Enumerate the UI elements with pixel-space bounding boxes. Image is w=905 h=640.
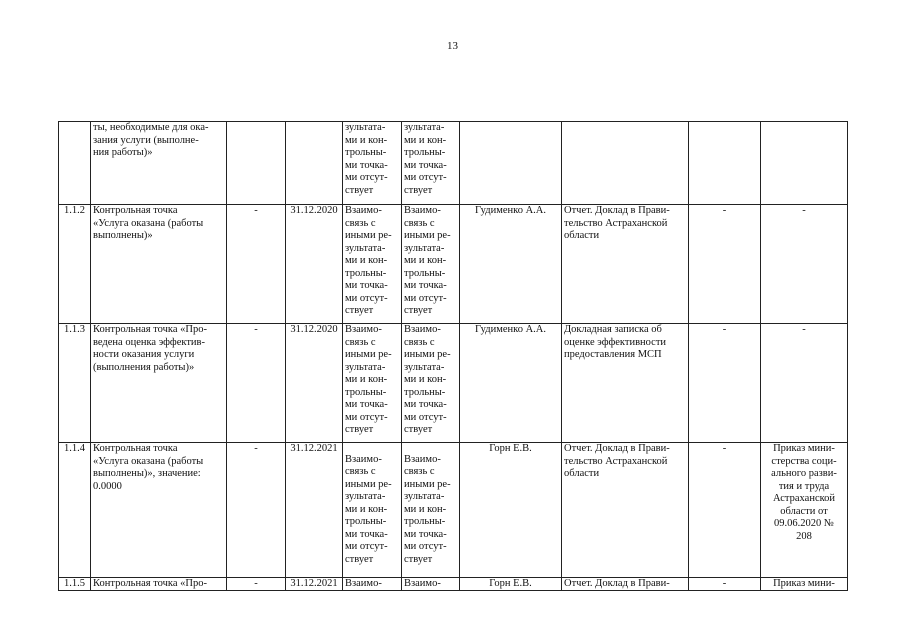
predecessor-cell (227, 578, 286, 591)
relation-cell-1: Взаимо- связь с иными ре- зультата- ми и кон- трольны- ми точка- ми отсут- ствует (343, 443, 402, 578)
legal-order: - (761, 205, 848, 324)
due-date (286, 578, 343, 591)
legal-order-text: Приказ мини- (773, 578, 835, 589)
legal-order (761, 122, 848, 205)
table-row (59, 443, 848, 578)
row-number: 1.1.4 (59, 443, 91, 578)
row-number-text: 1.1.5 (64, 578, 85, 589)
responsible-person: Гудименко А.А. (460, 324, 562, 443)
relation-cell-2: Взаимо- связь с иными ре- зультата- ми и кон- трольны- ми точка- ми отсут- ствует (402, 324, 460, 443)
responsible-person (460, 122, 562, 205)
relation-cell-2: Взаимо- связь с иными ре- зультата- ми и кон- трольны- ми точка- ми отсут- ствует (402, 443, 460, 578)
predecessor-cell: - (227, 205, 286, 324)
control-point-name: Контрольная точка «Услуга оказана (работы выполнены)», значение: 0.0000 (91, 443, 227, 578)
report-document: Отчет. Доклад в Прави- тельство Астраханской области (562, 443, 689, 578)
responsible-person: Гудименко А.А. (460, 205, 562, 324)
relation-cell-1 (343, 578, 402, 591)
report-document (562, 578, 689, 591)
legal-order (761, 578, 848, 591)
predecessor-cell: - (227, 324, 286, 443)
control-point-name: Контрольная точка «Про- ведена оценка эффектив- ности оказания услуги (выполнения работы)» (91, 324, 227, 443)
relation-cell-2 (402, 578, 460, 591)
indicator-cell (689, 122, 761, 205)
due-date: 31.12.2020 (286, 324, 343, 443)
row-number: 1.1.2 (59, 205, 91, 324)
responsible-person-text: Горн Е.В. (489, 578, 532, 589)
relation-cell-1: Взаимо- связь с иными ре- зультата- ми и кон- трольны- ми точка- ми отсут- ствует (343, 324, 402, 443)
relation-cell-1: Взаимо- связь с иными ре- зультата- ми и кон- трольны- ми точка- ми отсут- ствует (343, 205, 402, 324)
relation-text-2: Взаимо- (404, 578, 441, 589)
due-date: 31.12.2021 (286, 443, 343, 578)
legal-order: Приказ мини- стерства соци- ального разви- тия и труда Астраханской области от 09.06.2020 № 208 (761, 443, 848, 578)
report-document (562, 122, 689, 205)
relation-cell-1: зультата- ми и кон- трольны- ми точка- ми отсут- ствует (343, 122, 402, 205)
indicator-cell: - (689, 443, 761, 578)
relation-cell-2: Взаимо- связь с иными ре- зультата- ми и кон- трольны- ми точка- ми отсут- ствует (402, 205, 460, 324)
due-date: 31.12.2020 (286, 205, 343, 324)
control-point-name (91, 578, 227, 591)
indicator-cell (689, 578, 761, 591)
control-point-name-text: Контрольная точка «Про- (93, 578, 207, 589)
report-document: Отчет. Доклад в Прави- тельство Астраханской области (562, 205, 689, 324)
due-date (286, 122, 343, 205)
due-date-text: 31.12.2021 (290, 578, 338, 589)
predecessor-cell (227, 122, 286, 205)
responsible-person (460, 578, 562, 591)
table-row (59, 205, 848, 324)
row-number (59, 122, 91, 205)
indicator-text: - (722, 578, 727, 589)
predecessor-cell: - (227, 443, 286, 578)
indicator-cell: - (689, 205, 761, 324)
control-point-name: ты, необходимые для ока- зания услуги (выполне- ния работы)» (91, 122, 227, 205)
legal-order: - (761, 324, 848, 443)
table-row (59, 578, 848, 591)
report-document-text: Отчет. Доклад в Прави- (564, 578, 670, 589)
relation-cell-2: зультата- ми и кон- трольны- ми точка- ми отсут- ствует (402, 122, 460, 205)
document-table (58, 121, 848, 591)
report-document: Докладная записка об оценке эффективности предоставления МСП (562, 324, 689, 443)
table-row (59, 122, 848, 205)
row-number: 1.1.3 (59, 324, 91, 443)
table-row (59, 324, 848, 443)
predecessor-text: - (254, 578, 258, 589)
row-number (59, 578, 91, 591)
page-number: 13 (447, 40, 458, 52)
relation-text-1: Взаимо- (345, 578, 382, 589)
indicator-cell: - (689, 324, 761, 443)
control-point-name: Контрольная точка «Услуга оказана (работы выполнены)» (91, 205, 227, 324)
responsible-person: Горн Е.В. (460, 443, 562, 578)
